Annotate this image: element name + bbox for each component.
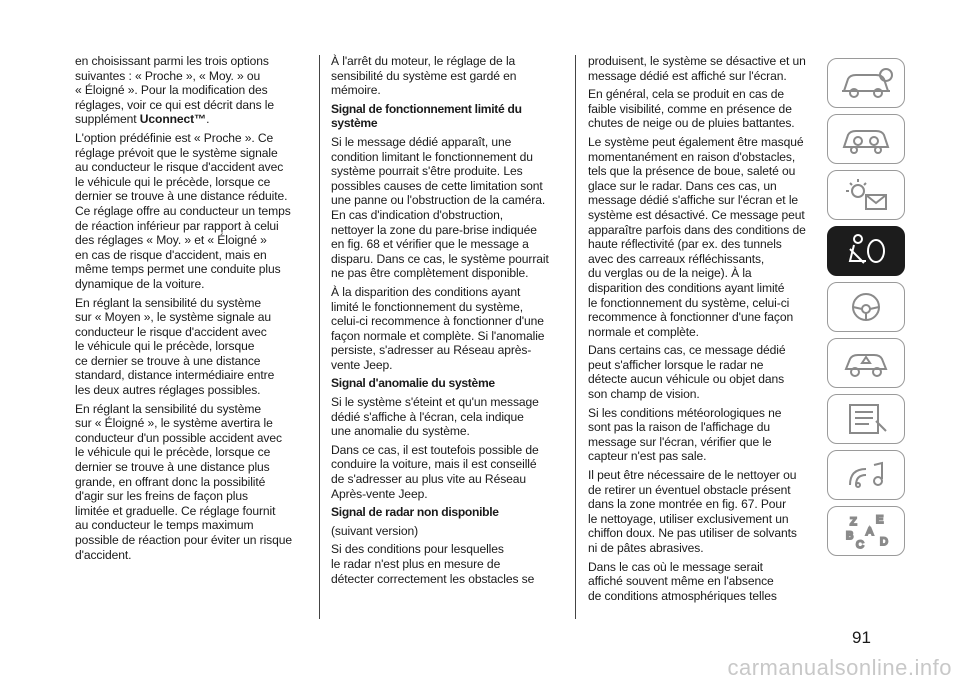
maintenance-list-icon bbox=[836, 399, 896, 439]
watermark: carmanualsonline.info bbox=[727, 655, 952, 680]
paragraph: En général, cela se produit en cas de faible visibilité, comme en présence de chutes de neige ou de pluies battantes. bbox=[588, 87, 795, 131]
svg-text:A: A bbox=[866, 526, 874, 538]
text-column-3 bbox=[588, 54, 820, 607]
column-divider bbox=[575, 55, 576, 619]
car-breakdown-icon bbox=[836, 343, 896, 383]
paragraph: À la disparition des conditions ayant limité le fonctionnement du système, celui-ci recommence à fonctionner d'une façon normale et complète. Si l'anomalie persiste, s'adresser au Réseau après- vente Jeep. bbox=[331, 284, 545, 372]
lights-warning-icon bbox=[836, 175, 896, 215]
page-number: 91 bbox=[852, 628, 871, 647]
paragraph: Si les conditions météorologiques ne sont pas la raison de l'affichage du message sur l'écran, vérifier que le capteur n'est pas sale. bbox=[588, 405, 782, 464]
paragraph: en choisissant parmi les trois options suivantes : « Proche », « Moy. » ou « Éloigné ». Pour la modification des réglages, voir ce qui est décrit dans le supplément Uconnect™. bbox=[75, 54, 275, 127]
safety-airbag-icon bbox=[836, 231, 896, 271]
section-heading: Signal d'anomalie du système bbox=[331, 376, 495, 391]
tab-safety[interactable] bbox=[827, 226, 905, 276]
paragraph: Dans le cas où le message serait affiché souvent même en l'absence de conditions atmosphériques telles bbox=[588, 559, 777, 603]
svg-text:Z: Z bbox=[850, 516, 857, 528]
text-column-2 bbox=[331, 54, 569, 590]
tab-emergency[interactable] bbox=[827, 338, 905, 388]
tab-dashboard[interactable] bbox=[827, 114, 905, 164]
svg-text:C: C bbox=[856, 539, 864, 551]
svg-text:D: D bbox=[880, 536, 888, 548]
paragraph: (suivant version) bbox=[331, 523, 419, 538]
paragraph: Dans ce cas, il est toutefois possible de conduire la voiture, mais il est conseillé de s'adresser au plus vite au Réseau Après-vente Jeep. bbox=[331, 442, 539, 501]
section-heading: Signal de fonctionnement limité du système bbox=[331, 101, 522, 131]
tab-lights-warnings[interactable] bbox=[827, 170, 905, 220]
tab-multimedia[interactable] bbox=[827, 450, 905, 500]
paragraph: Il peut être nécessaire de le nettoyer ou de retirer un éventuel obstacle présent dans la zone montrée en fig. 67. Pour le nettoyage, utiliser exclusivement un chiffon doux. Ne pas utiliser de solvants ni de pâtes abrasives. bbox=[588, 468, 797, 555]
paragraph: produisent, le système se désactive et un message dédié est affiché sur l'écran. bbox=[588, 54, 806, 83]
paragraph: Si des conditions pour lesquelles le radar n'est plus en mesure de détecter correctement les obstacles se bbox=[331, 542, 535, 586]
paragraph: En réglant la sensibilité du système sur « Moyen », le système signale au conducteur le risque d'accident avec le véhicule qui le précède, lorsque ce dernier se trouve à une distance standard, distance intermédiaire entre les deux autres réglages possibles. bbox=[75, 295, 275, 398]
index-abc-icon bbox=[836, 511, 896, 551]
svg-text:E: E bbox=[876, 514, 884, 526]
paragraph: Dans certains cas, ce message dédié peut s'afficher lorsque le radar ne détecte aucun véhicule ou objet dans son champ de vision. bbox=[588, 343, 786, 402]
svg-text:B: B bbox=[846, 530, 854, 542]
uconnect-term: Uconnect™ bbox=[139, 112, 207, 127]
paragraph: Si le message dédié apparaît, une condition limitant le fonctionnement du système pourrait s'être produite. Les possibles causes de cette limitation sont une panne ou l'obstruction de la caméra. En cas d'indication d'obstruction, nettoyer la zone du pare-brise indiquée en fig. 68 et vérifier que le message a disparu. Dans ce cas, le système pourrait ne pas être complètement disponible. bbox=[331, 134, 549, 281]
tab-driving[interactable] bbox=[827, 282, 905, 332]
car-info-icon bbox=[836, 63, 896, 103]
paragraph: À l'arrêt du moteur, le réglage de la sensibilité du système est gardé en mémoire. bbox=[331, 54, 517, 98]
paragraph: L'option prédéfinie est « Proche ». Ce réglage prévoit que le système signale au conducteur le risque d'accident avec le véhicule qui le précède, lorsque ce dernier se trouve à une distance réduite. Ce réglage offre au conducteur un temps de réaction inférieur par rapport à celui des réglages « Moy. » et « Éloigné » en cas de risque d'accident, mais en même temps permet une conduite plus dynamique de la voiture. bbox=[75, 130, 291, 291]
chapter-tabs bbox=[827, 58, 905, 562]
column-divider bbox=[319, 55, 320, 619]
tab-maintenance[interactable] bbox=[827, 394, 905, 444]
car-dashboard-icon bbox=[836, 119, 896, 159]
steering-wheel-icon bbox=[836, 287, 896, 327]
section-heading: Signal de radar non disponible bbox=[331, 505, 499, 520]
tab-car-info[interactable] bbox=[827, 58, 905, 108]
paragraph: Le système peut également être masqué momentanément en raison d'obstacles, tels que la présence de boue, saleté ou glace sur le radar. Dans ces cas, un message dédié s'affiche sur l'écran et le système est désactivé. Ce message peut apparaître parfois dans des conditions de haute réflectivité (par ex. des tunnels avec des carreaux réfléchissants, du verglas ou de la neige). À la disparition des conditions ayant limité le fonctionnement du système, celui-ci recommence à fonctionner d'une façon normale et complète. bbox=[588, 134, 806, 339]
multimedia-icon bbox=[836, 455, 896, 495]
paragraph: En réglant la sensibilité du système sur « Éloigné », le système avertira le conducteur d'un possible accident avec le véhicule qui le précède, lorsque ce dernier se trouve à une distance plus grande, en offrant donc la possibilité d'agir sur les freins de façon plus limitée et graduelle. Ce réglage fournit au conducteur le temps maximum possible de réaction pour éviter un risque d'accident. bbox=[75, 401, 292, 562]
tab-index[interactable] bbox=[827, 506, 905, 556]
paragraph: Si le système s'éteint et qu'un message dédié s'affiche à l'écran, cela indique une anomalie du système. bbox=[331, 395, 539, 439]
text-column-1 bbox=[75, 54, 313, 566]
